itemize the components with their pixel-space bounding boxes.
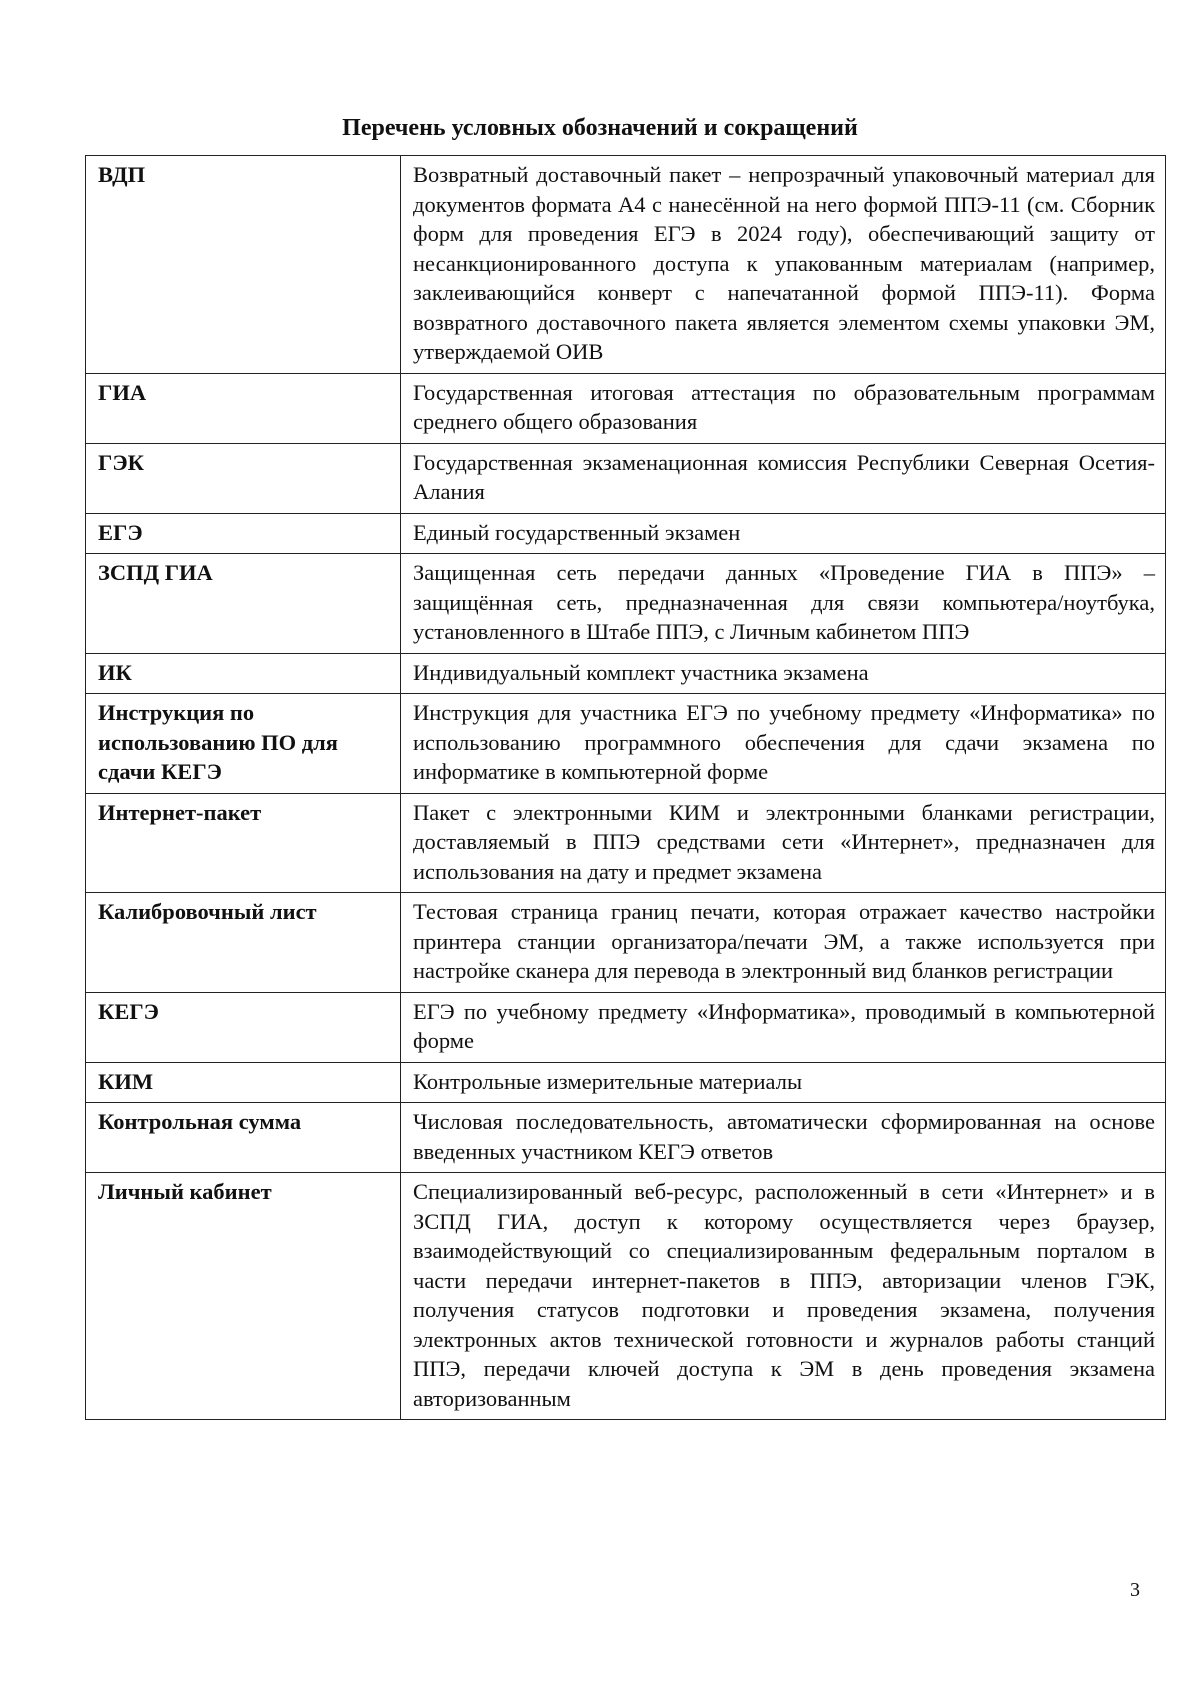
glossary-row [86,443,1166,513]
glossary-definition: Единый государственный экзамен [401,513,1166,554]
glossary-definition: Защищенная сеть передачи данных «Проведение ГИА в ППЭ» – защищённая сеть, предназначенная для связи компьютера/ноутбука, установленного в Штабе ППЭ, с Личным кабинетом ППЭ [401,554,1166,654]
glossary-table-body [86,156,1166,1420]
glossary-row [86,156,1166,374]
glossary-term: КИМ [86,1062,401,1103]
glossary-term: Интернет-пакет [86,793,401,893]
page-title: Перечень условных обозначений и сокращений [342,115,858,141]
glossary-term: Инструкция по использованию ПО для сдачи КЕГЭ [86,694,401,794]
glossary-term: ВДП [86,156,401,374]
glossary-definition: Специализированный веб-ресурс, расположенный в сети «Интернет» и в ЗСПД ГИА, доступ к которому осуществляется через браузер, взаимодействующий со специализированным федеральным порталом в части передачи интернет-пакетов в ППЭ, авторизации членов ГЭК, получения статусов подготовки и проведения экзамена, получения электронных актов технической готовности и журналов работы станций ППЭ, передачи ключей доступа к ЭМ в день проведения экзамена авторизованным [401,1173,1166,1420]
glossary-row [86,513,1166,554]
glossary-row [86,373,1166,443]
glossary-row [86,1103,1166,1173]
glossary-row [86,554,1166,654]
glossary-term: ГИА [86,373,401,443]
glossary-table [85,155,1166,1420]
glossary-term: КЕГЭ [86,992,401,1062]
page-number: 3 [1130,1579,1140,1601]
glossary-definition: Числовая последовательность, автоматически сформированная на основе введенных участником КЕГЭ ответов [401,1103,1166,1173]
glossary-row [86,793,1166,893]
glossary-row [86,1173,1166,1420]
glossary-row [86,893,1166,993]
glossary-row [86,1062,1166,1103]
glossary-definition: Индивидуальный комплект участника экзамена [401,653,1166,694]
glossary-definition: Государственная экзаменационная комиссия Республики Северная Осетия-Алания [401,443,1166,513]
glossary-term: Личный кабинет [86,1173,401,1420]
glossary-row [86,694,1166,794]
glossary-definition: Возвратный доставочный пакет – непрозрачный упаковочный материал для документов формата А4 с нанесённой на него формой ППЭ-11 (см. Сборник форм для проведения ЕГЭ в 2024 году), обеспечивающий защиту от несанкционированного доступа к упакованным материалам (например, заклеивающийся конверт с напечатанной формой ППЭ-11). Форма возвратного доставочного пакета является элементом схемы упаковки ЭМ, утверждаемой ОИВ [401,156,1166,374]
glossary-definition: ЕГЭ по учебному предмету «Информатика», проводимый в компьютерной форме [401,992,1166,1062]
glossary-term: ГЭК [86,443,401,513]
glossary-definition: Контрольные измерительные материалы [401,1062,1166,1103]
glossary-definition: Пакет с электронными КИМ и электронными бланками регистрации, доставляемый в ППЭ средствами сети «Интернет», предназначен для использования на дату и предмет экзамена [401,793,1166,893]
glossary-term: Контрольная сумма [86,1103,401,1173]
glossary-definition: Тестовая страница границ печати, которая отражает качество настройки принтера станции организатора/печати ЭМ, а также используется при настройке сканера для перевода в электронный вид бланков регистрации [401,893,1166,993]
glossary-row [86,653,1166,694]
glossary-term: Калибровочный лист [86,893,401,993]
glossary-definition: Государственная итоговая аттестация по образовательным программам среднего общего образования [401,373,1166,443]
glossary-term: ЕГЭ [86,513,401,554]
glossary-term: ЗСПД ГИА [86,554,401,654]
glossary-term: ИК [86,653,401,694]
glossary-definition: Инструкция для участника ЕГЭ по учебному предмету «Информатика» по использованию программного обеспечения для сдачи экзамена по информатике в компьютерной форме [401,694,1166,794]
glossary-row [86,992,1166,1062]
